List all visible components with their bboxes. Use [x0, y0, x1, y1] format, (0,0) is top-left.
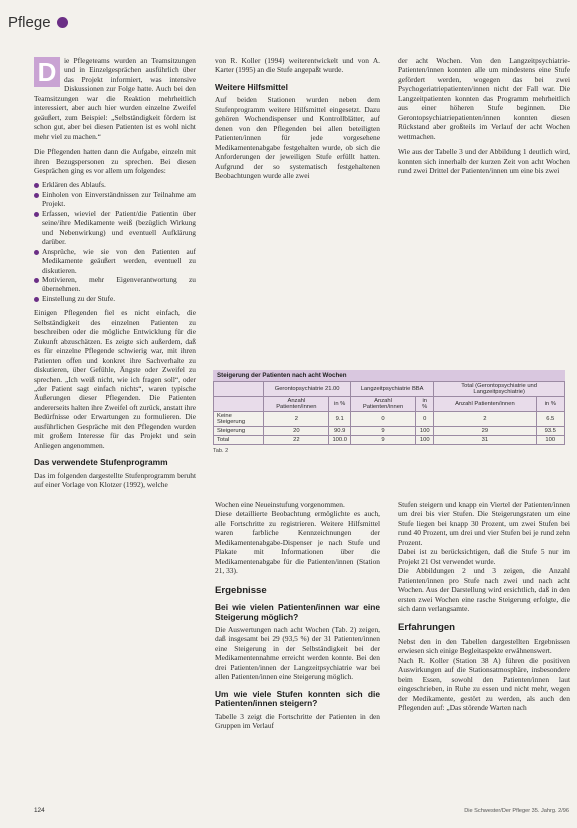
column-1: [34, 56, 196, 806]
subheading: Um wie viele Stufen konnten sich die Patienten/innen steigern?: [215, 688, 380, 709]
paragraph: Die Pflegenden hatten dann die Aufgabe, einzeln mit ihren Bezugspersonen zu sprechen. Bei diesen Gesprächen ging es vor allem um folgendes:: [34, 147, 196, 175]
paragraph: Einigen Pflegenden fiel es nicht einfach, die Selbständigkeit des einzelnen Patienten zu beschreiben oder die mögliche Entwicklung für die Zukunft abzuschätzen. Es zeigte sich außerdem, daß es für einzelne Pflegende schwierig war, mit ihren Patienten offen und konkret ihre Sachverhalte zu diskutieren, über Gefühle, Ängste oder Zweifel zu sprechen. „Ich weiß nicht, wie ich fragen soll“, oder „der Patient sagt einfach nichts“, waren typische Äußerungen dieser Pflegenden. Die Patienten andererseits halten ihre Zweifel oft zurück, anstatt ihre Bedürfnisse oder Erwartungen zu formulieren. Die ausführlichen Gespräche mit den Pflegenden wurden mit großem Interesse für das Projekt und sein Anliegen angenommen.: [34, 308, 196, 450]
table-cell: 0: [416, 412, 434, 427]
subheading: Weitere Hilfsmittel: [215, 81, 288, 92]
bullet-item: Erfassen, wieviel der Patient/die Patientin über seine/ihre Medikamente weiß (bezüglich Wirkung und Nebenwirkung) und eventuell Aufklärung darüber.: [34, 209, 196, 247]
table-cell: 100: [416, 436, 434, 445]
column-3-bottom: [398, 500, 570, 806]
bullet-item: Ansprüche, wie sie von den Patienten auf Medikamente geäußert werden, eventuell zu diskutieren.: [34, 247, 196, 275]
table-cell: 2: [264, 412, 329, 427]
row-label: Total: [214, 436, 264, 445]
dropcap: D: [34, 57, 60, 87]
table-sub-header: Anzahl Patienten/innen: [434, 397, 536, 412]
table-sub-header: in %: [536, 397, 565, 412]
paragraph: Auf beiden Stationen wurden neben dem Stufenprogramm weitere Hilfsmittel eingesetzt. Dazu gehören Wochendispenser und Kontrollblätter, auf denen von den Pflegenden bei allen beteiligten Patienten/innen für jede vorgesehene Medikamentenabgabe festgehalten wurde, ob sich die Anforderungen der jeweiligen Stufe erfüllt hatten. Aufgrund der so systematisch festgehaltenen Beobachtungen wurde alle zwei: [215, 95, 380, 180]
section-heading: Ergebnisse: [215, 584, 267, 596]
subheading: Das verwendete Stufenprogramm: [34, 457, 168, 468]
table-cell: 20: [264, 427, 329, 436]
table-cell: 93.5: [536, 427, 565, 436]
bullet-item: Erklären des Ablaufs.: [34, 180, 196, 189]
table-cell: 22: [264, 436, 329, 445]
table-cell: 0: [350, 412, 415, 427]
table-cell: 31: [434, 436, 536, 445]
section-dot-icon: [57, 17, 68, 28]
table-cell: 100: [536, 436, 565, 445]
column-3-top: [398, 56, 570, 366]
table-cell: 9: [350, 436, 415, 445]
paragraph: Dabei ist zu berücksichtigen, daß die Stufe 5 nur im Projekt 21 Ost verwendet wurde.: [398, 547, 570, 566]
table-row: [214, 427, 565, 436]
table-group-header: Gerontopsychiatrie 21.00: [264, 382, 351, 397]
intro-paragraph: [34, 56, 196, 141]
row-label: Keine Steigerung: [214, 412, 264, 427]
bullet-item: Einstellung zu der Stufe.: [34, 294, 196, 303]
column-2-bottom: [215, 500, 380, 806]
page-number: 124: [34, 807, 45, 814]
journal-footer: Die Schwester/Der Pfleger 35. Jahrg. 2/96: [464, 808, 569, 814]
paragraph: Die Auswertungen nach acht Wochen (Tab. 2) zeigen, daß insgesamt bei 29 (93,5 %) der 31 Patienten/innen eine Steigerung in der Selbständigkeit bei der Medikamentennahme erreicht werden konnte. Bei den drei Patienten/innen der Langzeitpsychiatrie war bei allen Patienten/innen eine Steigerung möglich.: [215, 624, 380, 682]
results-table-box: [213, 370, 565, 498]
paragraph: Stufen steigern und knapp ein Viertel der Patienten/innen um drei bis vier Stufen. Die Steigerungsraten um eine Stufe liegen bei knapp 30 Prozent, um zwei Stufen bei rund 40 Prozent, um drei und vier Stufen bei je rund zehn Prozent.: [398, 500, 570, 547]
table-sub-header: Anzahl Patienten/innen: [350, 397, 415, 412]
column-2-top: [215, 56, 380, 366]
table-cell: 29: [434, 427, 536, 436]
table-cell: 9: [350, 427, 415, 436]
subheading: Bei wie vielen Patienten/innen war eine Steigerung möglich?: [215, 602, 380, 622]
table-sub-header: in %: [329, 397, 351, 412]
table-cell: 100.0: [329, 436, 351, 445]
section-title: Pflege: [8, 14, 51, 31]
paragraph: der acht Wochen. Von den Langzeitpsychiatrie-Patienten/innen konnten alle um mindestens eine Stufe gefördert werden, wogegen das bei zwei Psychogeriatriepatienten/innen nicht der Fall war. Die Langzeitpatienten konnten das Programm mehrheitlich aus einer höheren Stufe beginnen. Die Gerontopsychiatriepatienten/innen konnten diesen Rückstand aber großteils im Verlauf der acht Wochen wettmachen.: [398, 56, 570, 141]
table-row: [214, 412, 565, 427]
paragraph: Nach R. Koller (Station 38 A) führen die positiven Auswirkungen auf die Stationsatmosphäre, insbesondere beim Essen, sowohl den Patienten/innen laut eingeschrieben, in Ruhe zu essen und nicht mehr, wegen der Medikamente, gestört zu werden, als auch den Pflegenden auf: „Das störende Warten nach: [398, 655, 570, 713]
section-header: [8, 14, 68, 31]
table-sub-header: in %: [416, 397, 434, 412]
paragraph: Tabelle 3 zeigt die Fortschritte der Patienten in den Gruppen im Verlauf: [215, 711, 380, 731]
row-label: Steigerung: [214, 427, 264, 436]
paragraph: Die Abbildungen 2 und 3 zeigen, die Anzahl Patienten/innen pro Stufe nach zwei und nach acht Wochen. Aus der Darstellung wird ersichtlich, daß in den ersten zwei Wochen eine rasche Steigerung erfolgte, die sich dann verlangsamte.: [398, 566, 570, 613]
table-corner: [214, 397, 264, 412]
table-cell: 90.9: [329, 427, 351, 436]
table-cell: 2: [434, 412, 536, 427]
table-corner: [214, 382, 264, 397]
paragraph: Diese detaillierte Beobachtung ermöglichte es auch, alle Fortschritte zu registrieren. Weitere Hilfsmittel waren farbliche Kennzeichnungen der Medikamentenabgabe-Dispenser je nach Stufe und Plakate mit Informationen über die Medikamentenabgabe für die Patienten/innen (Station 21, 33).: [215, 509, 380, 576]
intro-text: ie Pflegeteams wurden an Teamsitzungen und in Einzelgesprächen ausführlich über das Projekt informiert, was intensive Diskussionen zur Folge hatte. Auch bei den Teamsitzungen war die Reaktion mehrheitlich interessiert, aber auch hier wurden einzelne Zweifel geäußert, zum Beispiel: „Selbständigkeit fördern ist schon gut, aber bei diesen Patienten ist es wohl nicht mehr viel zu machen.“: [34, 56, 196, 141]
table-group-header: Total (Gerontopsychiatrie und Langzeitpsychiatrie): [434, 382, 565, 397]
table-cell: 6.5: [536, 412, 565, 427]
results-table: [213, 381, 565, 445]
section-heading: Erfahrungen: [398, 622, 456, 634]
bullet-item: Motivieren, mehr Eigenverantwortung zu übernehmen.: [34, 275, 196, 294]
table-sub-header: Anzahl Patienten/innen: [264, 397, 329, 412]
table-cell: 9.1: [329, 412, 351, 427]
bullet-item: Einholen von Einverständnissen zur Teilnahme am Projekt.: [34, 190, 196, 209]
bullet-list: [34, 180, 196, 303]
paragraph: Nebst den in den Tabellen dargestellten Ergebnissen erwiesen sich einige Begleitaspekte erwähnenswert.: [398, 636, 570, 656]
table-title: Steigerung der Patienten nach acht Wochen: [213, 370, 565, 381]
paragraph: von R. Koller (1994) weiterentwickelt und von A. Karter (1995) an die Stufe angepaßt wurde.: [215, 56, 380, 75]
table-caption: Tab. 2: [213, 448, 229, 454]
paragraph: Wie aus der Tabelle 3 und der Abbildung 1 deutlich wird, konnten sich innerhalb der kurzen Zeit von acht Wochen rund zwei Drittel der Patienten/innen um eine bis zwei: [398, 147, 570, 175]
table-cell: 100: [416, 427, 434, 436]
table-group-header: Langzeitpsychiatrie BBA: [350, 382, 433, 397]
paragraph: Wochen eine Neueinstufung vorgenommen.: [215, 500, 345, 509]
table-row: [214, 436, 565, 445]
paragraph: Das im folgenden dargestellte Stufenprogramm beruht auf einer Vorlage von Klotzer (1992), welche: [34, 470, 196, 490]
